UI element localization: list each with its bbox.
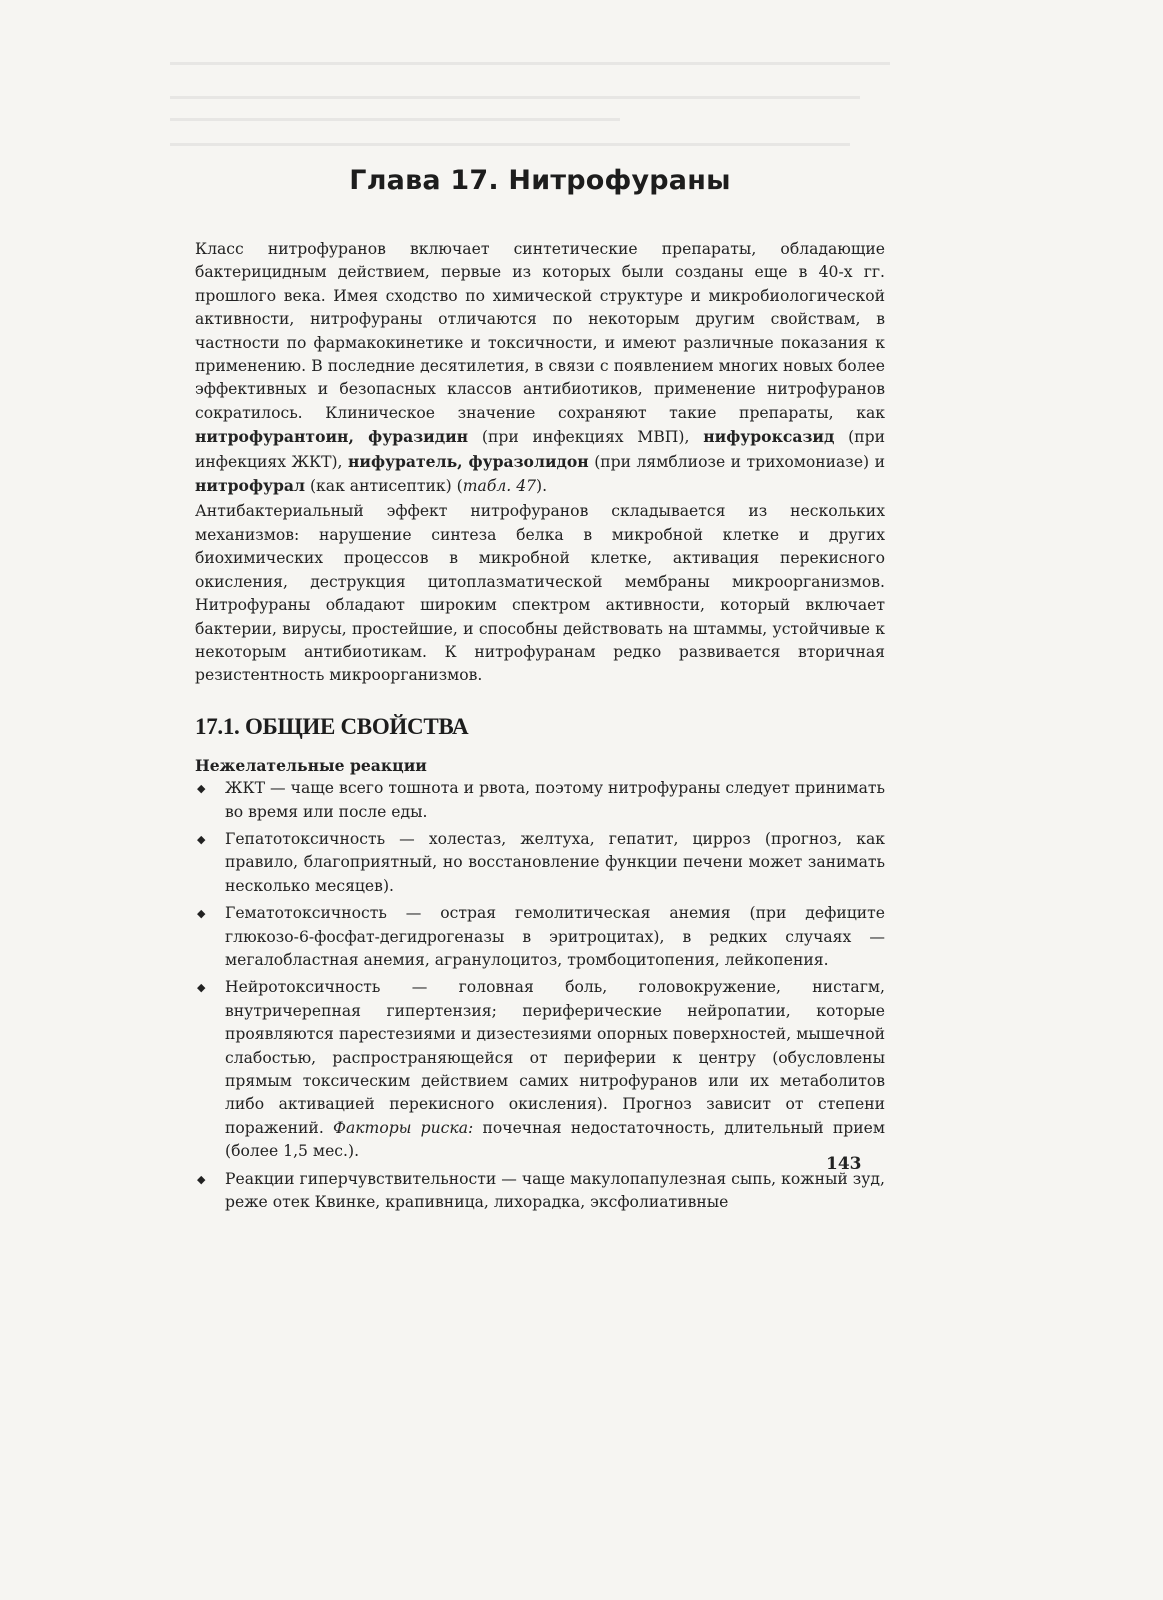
list-item: ◆ Реакции гиперчувствительности — чаще макулопапулезная сыпь, кожный зуд, реже отек Квинке, крапивница, лихорадка, эксфолиативные <box>197 1169 885 1212</box>
chapter-title: Глава 17. Нитрофураны <box>349 165 731 196</box>
show-through-line <box>170 143 850 146</box>
show-through-line <box>170 62 890 65</box>
subsection-heading: Нежелательные реакции <box>195 755 427 775</box>
diamond-bullet-icon: ◆ <box>197 832 206 846</box>
list-item: ◆ Нейротоксичность — головная боль, головокружение, нистагм, внутричерепная гипертензия; периферические нейропатии, которые проявляются парестезиями и дизестезиями опорных поверхностей, мышечной слабостью, распространяющейся от периферии к центру (обусловлены прямым токсическим действием самих нитрофуранов или их метаболитов либо активацией перекисного окисления). Прогноз зависит от степени поражений. Факторы риска: почечная недостаточность, длительный прием (более 1,5 мес.). <box>197 978 885 1161</box>
intro-paragraph-2: Антибактериальный эффект нитрофуранов складывается из нескольких механизмов: нарушение синтеза белка в микробной клетке и других биохимических процессов в микробной клетке, активация перекисного окисления, деструкция цитоплазматической мембраны микроорганизмов. Нитрофураны обладают широким спектром активности, который включает бактерии, вирусы, простейшие, и способны действовать на штаммы, устойчивые к некоторым антибиотикам. К нитрофуранам редко развивается вторичная резистентность микроорганизмов. <box>195 502 885 685</box>
show-through-line <box>170 96 860 99</box>
diamond-bullet-icon: ◆ <box>197 782 206 796</box>
diamond-bullet-icon: ◆ <box>197 1172 206 1186</box>
show-through-line <box>170 118 620 121</box>
list-item: ◆ Гематотоксичность — острая гемолитическая анемия (при дефиците глюкозо-6-фосфат-дегидрогеназы в эритроцитах), в редких случаях — мегалобластная анемия, агранулоцитоз, тромбоцитопения, лейкопения. <box>197 904 885 969</box>
page-number: 143 <box>826 1154 862 1174</box>
intro-paragraph-1: Класс нитрофуранов включает синтетические препараты, обладающие бактерицидным действием, первые из которых были созданы еще в 40-х гг. прошлого века. Имея сходство по химической структуре и микробиологической активности, нитрофураны отличаются по некоторым другим свойствам, в частности по фармакокинетике и токсичности, и имеют различные показания к применению. В последние десятилетия, в связи с появлением многих новых более эффективных и безопасных классов антибиотиков, применение нитрофуранов сократилось. Клиническое значение сохраняют такие препараты, как нитрофурантоин, фуразидин (при инфекциях МВП), нифуроксазид (при инфекциях ЖКТ), нифуратель, фуразолидон (при лямблиозе и трихомониазе) и нитрофурал (как антисептик) (табл. 47). <box>195 240 886 496</box>
section-title: 17.1. ОБЩИЕ СВОЙСТВА <box>195 713 469 739</box>
diamond-bullet-icon: ◆ <box>197 981 206 995</box>
list-item: ◆ Гепатотоксичность — холестаз, желтуха, гепатит, цирроз (прогноз, как правило, благоприятный, но восстановление функции печени может занимать несколько месяцев). <box>197 829 885 895</box>
adverse-reactions-list <box>195 777 885 1214</box>
document-page <box>195 165 885 1218</box>
diamond-bullet-icon: ◆ <box>197 907 206 921</box>
list-item: ◆ ЖКТ — чаще всего тошнота и рвота, поэтому нитрофураны следует принимать во время или после еды. <box>197 779 885 821</box>
